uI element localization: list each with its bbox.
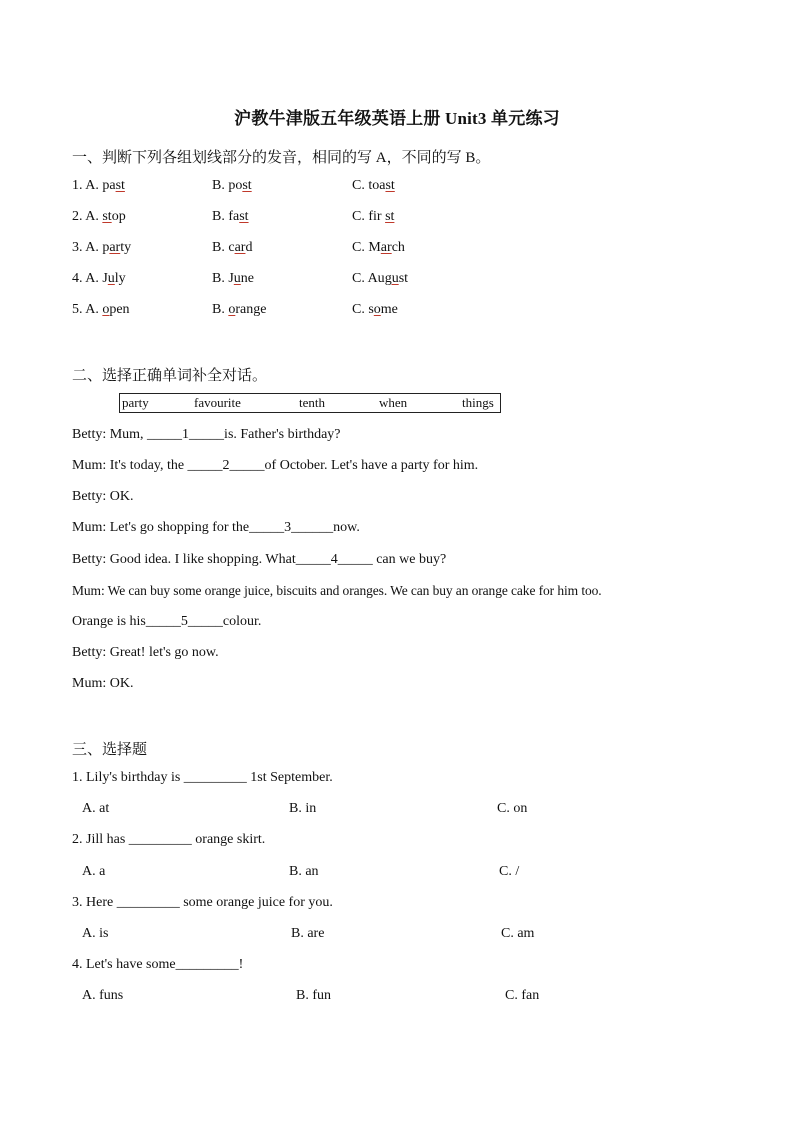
- s1-row-3-b: [212, 240, 252, 256]
- option-b: B. in: [289, 801, 317, 816]
- dialogue-line: Betty: Mum, _____1_____is. Father's birthday?: [72, 427, 341, 442]
- s1-opt-b-pre: B. fa: [212, 209, 240, 224]
- s1-opt-c-pre: C. toa: [352, 178, 386, 193]
- s1-opt-c-pre: C. Au: [352, 271, 385, 286]
- option-b: B. fun: [296, 988, 331, 1003]
- word-bank-item: favourite: [194, 395, 241, 410]
- option-a: A. a: [82, 864, 106, 879]
- s1-row-4-c: [352, 271, 408, 287]
- s1-opt-b-pre: B. c: [212, 240, 235, 255]
- s1-opt-a-pre: pa: [102, 178, 116, 193]
- s1-opt-c-underlined: o: [373, 302, 381, 317]
- option-b: B. are: [291, 926, 325, 941]
- s1-opt-c-post: me: [380, 302, 398, 317]
- s1-opt-b-post: d: [245, 240, 253, 255]
- s1-opt-a-underlined: o: [102, 302, 110, 317]
- s1-row-num: 5. A.: [72, 302, 99, 317]
- s1-opt-a-post: ty: [120, 240, 132, 255]
- dialogue-line: Mum: OK.: [72, 676, 134, 691]
- s1-opt-b-underlined: o: [228, 302, 236, 317]
- option-c: C. /: [499, 864, 520, 879]
- s1-opt-b-pre: B. po: [212, 178, 243, 193]
- section3-heading: 三、选择题: [72, 742, 148, 758]
- s1-row-num: 3. A.: [72, 240, 99, 255]
- s1-opt-c-pre: C. fir: [352, 209, 386, 224]
- s1-opt-a-post: pen: [109, 302, 130, 317]
- dialogue-line: Mum: We can buy some orange juice, biscuits and oranges. We can buy an orange cake for him too.: [72, 583, 602, 598]
- s1-opt-a-pre: J: [102, 271, 108, 286]
- s1-row-1: [72, 178, 125, 194]
- s1-opt-a-underlined: ar: [109, 240, 121, 255]
- option-a: A. at: [82, 801, 110, 816]
- s1-opt-b-underlined: u: [233, 271, 241, 286]
- s1-opt-c-pre: C. s: [352, 302, 374, 317]
- s1-opt-c-underlined: ar: [380, 240, 392, 255]
- question-text: 1. Lily's birthday is _________ 1st September.: [72, 770, 333, 785]
- s1-opt-b-pre: B. J: [212, 271, 234, 286]
- s1-row-3: [72, 240, 131, 256]
- dialogue-line: Betty: Great! let's go now.: [72, 645, 219, 660]
- dialogue-line: Betty: OK.: [72, 489, 134, 504]
- option-a: A. is: [82, 926, 109, 941]
- dialogue-line: Betty: Good idea. I like shopping. What_____4_____ can we buy?: [72, 552, 447, 567]
- word-bank-item: when: [379, 395, 408, 410]
- s1-opt-a-underlined: st: [115, 178, 125, 193]
- option-c: C. on: [497, 801, 528, 816]
- dialogue-line: Mum: Let's go shopping for the_____3______now.: [72, 520, 360, 535]
- s1-row-2-c: [352, 209, 394, 225]
- word-bank-item: tenth: [299, 395, 325, 410]
- question-text: 2. Jill has _________ orange skirt.: [72, 832, 266, 847]
- s1-row-1-b: [212, 178, 252, 194]
- section1-heading: 一、判断下列各组划线部分的发音，相同的写 A，不同的写 B。: [72, 150, 491, 166]
- s1-opt-b-underlined: st: [242, 178, 252, 193]
- s1-opt-b-pre: B.: [212, 302, 229, 317]
- s1-row-5: [72, 302, 130, 318]
- s1-opt-c-underlined: gu: [384, 271, 399, 286]
- s1-opt-a-underlined: st: [102, 209, 112, 224]
- word-bank-box: [119, 393, 501, 413]
- s1-row-3-c: [352, 240, 405, 256]
- s1-row-2-b: [212, 209, 249, 225]
- s1-row-2: [72, 209, 126, 225]
- s1-opt-a-underlined: u: [107, 271, 115, 286]
- s1-row-1-c: [352, 178, 395, 194]
- s1-opt-c-pre: C. M: [352, 240, 381, 255]
- page-title: 沪教牛津版五年级英语上册 Unit3 单元练习: [234, 109, 560, 128]
- option-c: C. fan: [505, 988, 540, 1003]
- s1-row-4: [72, 271, 126, 287]
- section2-heading: 二、选择正确单词补全对话。: [72, 368, 268, 384]
- dialogue-line: Orange is his_____5_____colour.: [72, 614, 262, 629]
- s1-row-5-c: [352, 302, 398, 318]
- s1-row-num: 1. A.: [72, 178, 99, 193]
- option-c: C. am: [501, 926, 535, 941]
- s1-opt-b-underlined: ar: [234, 240, 246, 255]
- option-a: A. funs: [82, 988, 124, 1003]
- s1-row-num: 4. A.: [72, 271, 99, 286]
- s1-row-5-b: [212, 302, 266, 318]
- dialogue-line: Mum: It's today, the _____2_____of October. Let's have a party for him.: [72, 458, 479, 473]
- s1-opt-b-underlined: st: [239, 209, 249, 224]
- s1-opt-a-post: ly: [114, 271, 126, 286]
- s1-opt-c-post: ch: [391, 240, 405, 255]
- s1-opt-c-post: st: [398, 271, 409, 286]
- option-b: B. an: [289, 864, 319, 879]
- word-bank-item: party: [122, 395, 149, 410]
- s1-opt-c-underlined: st: [385, 209, 395, 224]
- s1-opt-a-pre: p: [102, 240, 110, 255]
- s1-opt-a-post: op: [111, 209, 126, 224]
- question-text: 3. Here _________ some orange juice for you.: [72, 895, 333, 910]
- s1-opt-c-underlined: st: [385, 178, 395, 193]
- word-bank-item: things: [462, 395, 494, 410]
- s1-opt-b-post: range: [235, 302, 267, 317]
- question-text: 4. Let's have some_________!: [72, 957, 244, 972]
- s1-opt-b-post: ne: [240, 271, 255, 286]
- s1-row-num: 2. A.: [72, 209, 99, 224]
- s1-row-4-b: [212, 271, 254, 287]
